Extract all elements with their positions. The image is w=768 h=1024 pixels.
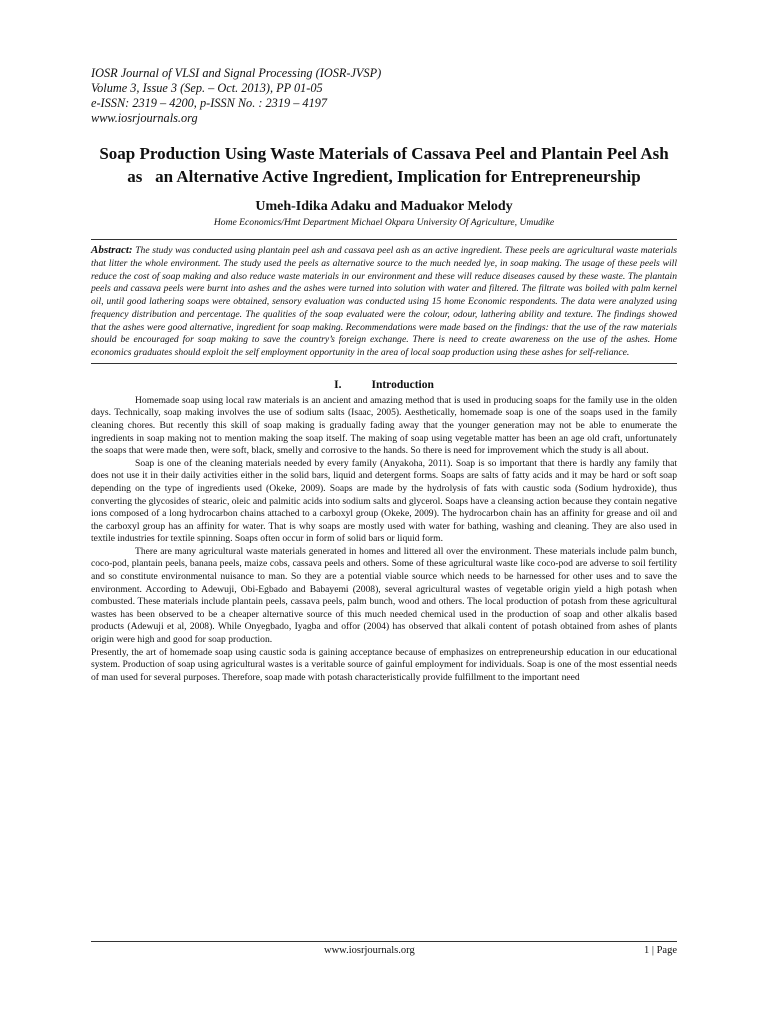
body-text: [91, 395, 677, 685]
paragraph: There are many agricultural waste materials generated in homes and littered all over the environment. These materials include palm bunch, coco-pod, plantain peels, banana peels, maize cobs, cassava peels and others. Some of these agricultural waste like coco-pod are adverse to soil fertility and so constitute environmental nuisance to man. So they are a potential viable source which needs to be harnessed for other uses and to save the environment. According to Adewuji, Obi-Egbado and Babayemi (2008), several agricultural wastes of vegetable origin yield a high potash when combusted. These materials include plantain peels, cassava peels, palm bunch, wood and others. The local production of potash from these agricultural wastes has been observed to be a cheaper alternative source of this much needed chemical used in the production of soap and other alkalis based products (Adewuji et al, 2008). While Onyegbado, Iyagba and offor (2004) has observed that alkali content of potash obtained from ashes of plants origin were high and good for soap production.: [91, 545, 677, 646]
paper-authors: Umeh-Idika Adaku and Maduakor Melody: [255, 199, 513, 214]
section-title: Introduction: [371, 378, 434, 391]
footer-url: www.iosrjournals.org: [324, 945, 415, 956]
section-number: I.: [334, 378, 342, 391]
paper-title: Soap Production Using Waste Materials of Cassava Peel and Plantain Peel Ash as an Alternative Active Ingredient, Implication for Entrepreneurship: [99, 144, 673, 186]
paragraph: Homemade soap using local raw materials is an ancient and amazing method that is used in producing soaps for the family use in the olden days. Technically, soap making involves the use of sodium salts (Isaac, 2005). Aesthetically, homemade soap is one of the soaps used in the family cleaning chores. But recently this skill of soap making is gradually fading away that the younger generation may not be able to enumerate the ingredients in soap making not to mention making the soap itself. The making of soap using vegetable matter has been an age old craft, unfortunately the soaps that were made then, were soft, black, smelly and corrosive to the hands. So there is need for improvement which the study is all about.: [91, 394, 677, 457]
section-heading: [91, 378, 677, 392]
journal-volume: Volume 3, Issue 3 (Sep. – Oct. 2013), PP 01-05: [91, 81, 323, 95]
journal-issn: e-ISSN: 2319 – 4200, p-ISSN No. : 2319 – 4197: [91, 96, 328, 110]
abstract-block: [91, 239, 677, 364]
journal-name: IOSR Journal of VLSI and Signal Processing (IOSR-JVSP): [91, 66, 382, 80]
abstract-label: Abstract:: [91, 244, 133, 256]
footer-page-number: 1 | Page: [643, 945, 677, 956]
paper-affiliation: Home Economics/Hmt Department Michael Okpara University Of Agriculture, Umudike: [213, 217, 555, 228]
paragraph: Presently, the art of homemade soap using caustic soda is gaining acceptance because of emphasizes on entrepreneurship education in our educational system. Production of soap using agricultural wastes is a veritable source of gainful employment for individuals. Soap is one of the most essential needs of man used for several purposes. Therefore, soap made with potash characteristically provide fulfillment to the important need: [91, 646, 677, 683]
paragraph: Soap is one of the cleaning materials needed by every family (Anyakoha, 2011). Soap is so important that there is hardly any family that does not use it in their daily activities either in the solid bars, liquid and detergent forms. Soaps are salts of fatty acids and it may be hard or soft soap depending on the type of ingredients used (Okeke, 2009). Soaps are made by the hydrolysis of fats with caustic soda (Sodium hydroxide), thus converting the glycosides of stearic, oleic and palmitic acids into sodium salts and glycerol. Soaps have a cleansing action because they contain negative ions composed of a long hydrocarbon chains attached to a carboxyl group (Okeke, 2009). The hydrocarbon chain has an affinity for grease and oil and the carboxyl group has an affinity for water. That is why soaps are mostly used with water for bathing, washing and cleaning. They are also used in textile industries for textile spinning. Soaps often occur in form of solid bars or liquid form.: [91, 457, 677, 545]
abstract-text: The study was conducted using plantain peel ash and cassava peel ash as an active ingredient. These peels are agricultural waste materials that litter the whole environment. The study used the peels as alternative source to the much needed lye, in soap making. The usage of these peels will reduce the cost of soap making and also reduce waste materials in our environment and these will reduce diseases caused by these waste. The plantain peels and cassava peels were burnt into ashes and the ashes were turned into solution with water and filtered. The filtrate was boiled with palm kernel oil, until good lathering soaps were obtained, sensory evaluation was conducted using 15 home Economic respondents. The data were analyzed using frequency distribution and percentage. The qualities of the soap evaluated were the colour, odour, lathering ability and texture. The findings showed that the ashes were good alternative, ingredient for soap making. Recommendations were made based on the findings: that the use of the raw materials should be encouraged for soap making to save the country’s foreign exchange. There is need to create awareness on the use of the ashes. Home economics graduates should exploit the self employment opportunity in the area of local soap production using these ashes for self-reliance.: [91, 245, 677, 358]
page-footer: [91, 941, 677, 958]
journal-header: [91, 66, 677, 126]
paper-page: [91, 66, 677, 684]
journal-website: www.iosrjournals.org: [91, 111, 198, 125]
